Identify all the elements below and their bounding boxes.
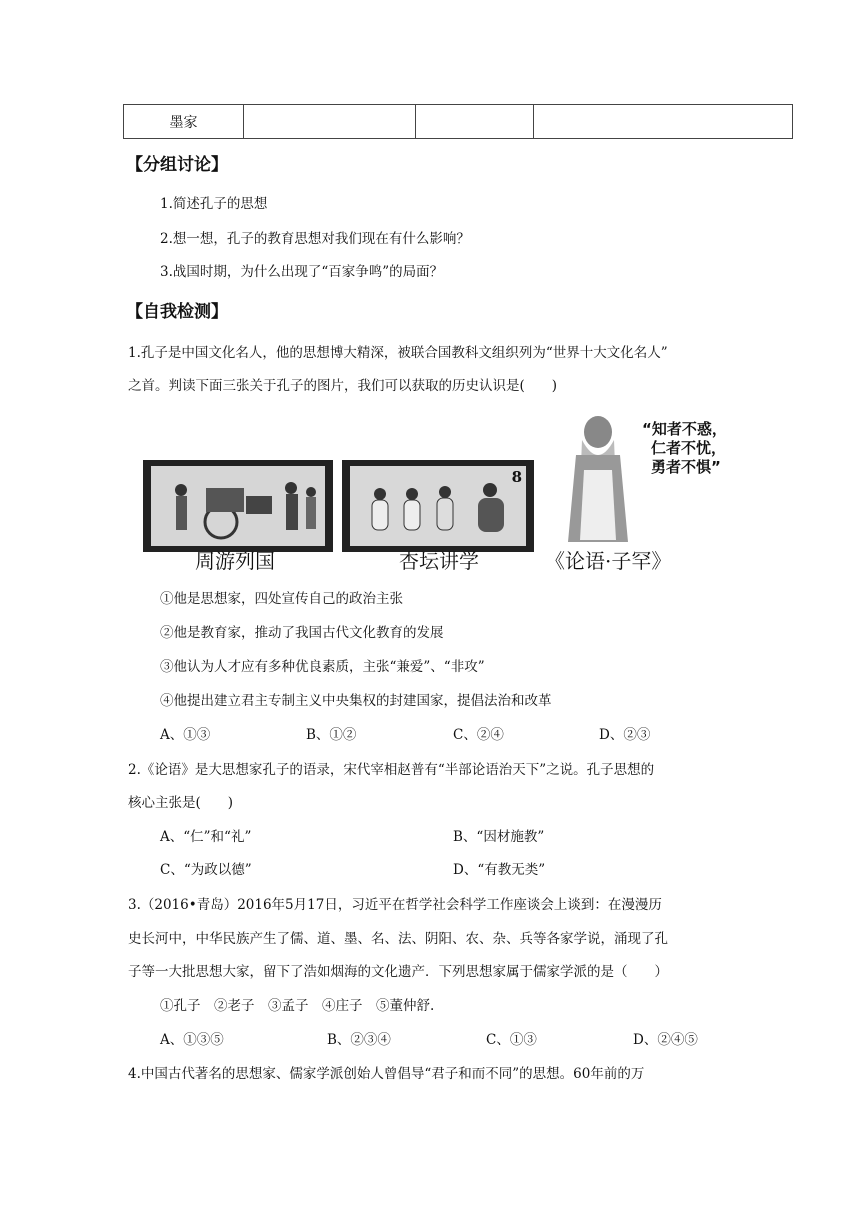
question-3-text: 史长河中，中华民族产生了儒、道、墨、名、法、阴阳、农、杂、兵等各家学说，涌现了孔 (128, 931, 668, 947)
quote-line: 仁者不忧， (651, 439, 727, 457)
question-1-text: 1.孔子是中国文化名人，他的思想博大精深，被联合国教科文组织列为“世界十大文化名人” (128, 345, 668, 361)
table-cell (416, 105, 534, 139)
option-d: D、②④⑤ (633, 1032, 698, 1048)
option-c: C、①③ (486, 1032, 537, 1048)
table-cell-school: 墨家 (124, 105, 244, 139)
section-title-group-discussion: 【分组讨论】 (126, 155, 228, 175)
question-3-text: 子等一大批思想大家，留下了浩如烟海的文化遗产．下列思想家属于儒家学派的是（ ） (128, 964, 668, 980)
option-c: C、②④ (453, 727, 504, 743)
question-2-text: 2.《论语》是大思想家孔子的语录，宋代宰相赵普有“半部论语治天下”之说。孔子思想的 (128, 762, 655, 778)
confucius-quote (642, 420, 727, 477)
caption-teaching: 杏坛讲学 (399, 549, 479, 573)
discussion-item: 2.想一想，孔子的教育思想对我们现在有什么影响？ (160, 231, 470, 247)
statement: ①他是思想家，四处宣传自己的政治主张 (160, 591, 403, 607)
school-comparison-table (123, 104, 793, 139)
quote-line: 勇者不惧” (651, 458, 721, 476)
option-b: B、②③④ (327, 1032, 391, 1048)
option-b: B、“因材施教” (453, 829, 545, 845)
philosopher-list: ①孔子 ②老子 ③孟子 ④庄子 ⑤董仲舒. (160, 998, 435, 1014)
section-title-self-check: 【自我检测】 (126, 302, 228, 322)
option-a: A、①③ (160, 727, 211, 743)
option-a: A、“仁”和“礼” (160, 829, 252, 845)
discussion-item: 3.战国时期，为什么出现了“百家争鸣”的局面？ (160, 264, 444, 280)
statement: ④他提出建立君主专制主义中央集权的封建国家，提倡法治和改革 (160, 693, 552, 709)
option-d: D、“有教无类” (453, 862, 546, 878)
question-4-text: 4.中国古代著名的思想家、儒家学派创始人曾倡导“君子和而不同”的思想。60年前的万 (128, 1066, 645, 1082)
stamp-image-teaching (342, 460, 534, 552)
question-3-text: 3.（2016•青岛）2016年5月17日，习近平在哲学社会科学工作座谈会上谈到：在漫漫历 (128, 897, 662, 913)
discussion-item: 1.简述孔子的思想 (160, 196, 268, 212)
statement: ③他认为人才应有多种优良素质，主张“兼爱”、“非攻” (160, 659, 485, 675)
option-c: C、“为政以德” (160, 862, 252, 878)
table-cell (534, 105, 793, 139)
option-d: D、②③ (599, 727, 651, 743)
caption-travel: 周游列国 (195, 549, 275, 573)
option-b: B、①② (306, 727, 357, 743)
confucius-portrait-image (562, 410, 632, 545)
question-1-text: 之首。判读下面三张关于孔子的图片，我们可以获取的历史认识是( ) (128, 378, 558, 394)
table-cell (244, 105, 416, 139)
stamp-image-travel (143, 460, 333, 552)
statement: ②他是教育家，推动了我国古代文化教育的发展 (160, 625, 444, 641)
confucius-figure (137, 410, 737, 575)
caption-analects: 《论语·子罕》 (545, 549, 672, 573)
stamp-value: 8 (511, 468, 522, 486)
quote-line: “知者不惑， (642, 420, 727, 438)
question-2-text: 核心主张是( ) (128, 795, 234, 811)
table-row (124, 105, 793, 139)
option-a: A、①③⑤ (160, 1032, 224, 1048)
